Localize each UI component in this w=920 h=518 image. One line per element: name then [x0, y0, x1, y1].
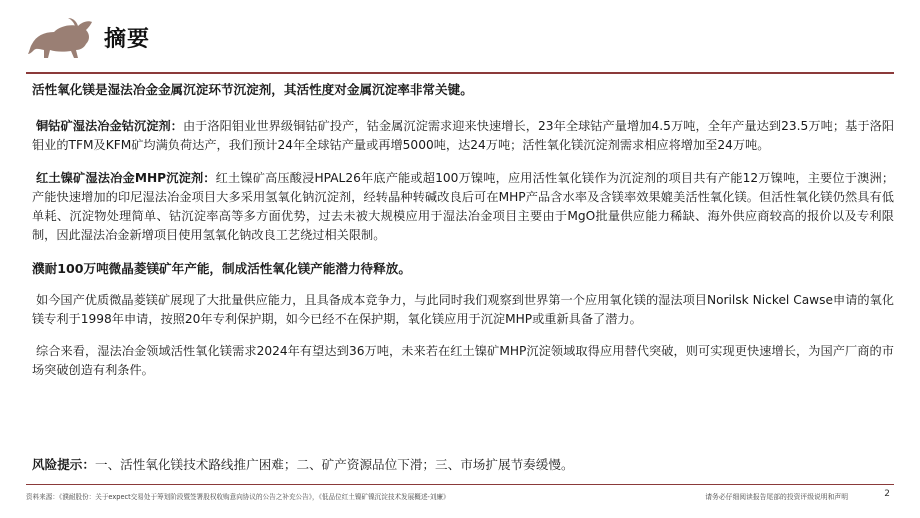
paragraph-laterite-mhp-lead: 红土镍矿湿法冶金MHP沉淀剂：: [36, 171, 216, 185]
page-header: [0, 0, 920, 72]
risk-warning: [32, 455, 574, 474]
summary-content: [32, 80, 894, 380]
paragraph-conclusion: 综合来看，湿法冶金领域活性氧化镁需求2024年有望达到36万吨，未来若在红土镍矿MHP沉淀领域取得应用替代突破，则可实现更快速增长，为国产厂商的市场突破创造有利条件。: [32, 344, 894, 377]
page-number: 2: [884, 489, 890, 499]
paragraph-cobalt-body: 由于洛阳钼业世界级铜钴矿投产，钴金属沉淀需求迎来快速增长，23年全球钴产量增加4.5万吨，全年产量达到23.5万吨；基于洛阳钼业的TFM及KFM矿均满负荷达产，我们预计24年全球钴产量或再增5000吨，达24万吨；活性氧化镁沉淀剂需求相应将增加至24万吨。: [32, 119, 895, 152]
paragraph-laterite-mhp-body: 红土镍矿高压酸浸HPAL26年底产能或超100万镍吨，应用活性氧化镁作为沉淀剂的项目共有产能12万镍吨，主要位于澳洲；产能快速增加的印尼湿法冶金项目大多采用氢氧化钠沉淀剂，经转晶种转碱改良后可在MHP产品含水率及含镁率效果媲美活性氧化镁。但活性氧化镁仍然具有低单耗、沉淀物处理简单、钴沉淀率高等多方面优势，过去未被大规模应用于湿法冶金项目主要由于MgO批量供应能力稀缺、海外供应商较高的报价以及专利限制，因此湿法冶金新增项目使用氢氧化钠改良工艺绕过相关限制。: [32, 171, 895, 242]
risk-warning-lead: 风险提示：: [32, 457, 95, 472]
paragraph-laterite-mhp: [32, 169, 894, 245]
section-heading-punai-capacity: 濮耐100万吨微晶菱镁矿年产能，制成活性氧化镁产能潜力待释放。: [32, 261, 411, 276]
page-title: 摘要: [104, 27, 151, 52]
risk-warning-body: 一、活性氧化镁技术路线推广困难；二、矿产资源品位下滑；三、市场扩展节奏缓慢。: [94, 457, 574, 472]
bull-logo-icon: [26, 14, 98, 60]
footer-disclaimer: 请务必仔细阅读报告尾部的投资评级说明和声明: [705, 493, 848, 501]
footer-source: 资料来源：《濮耐股份：关于expect交易处于筹划阶段暨签署股权收购意向协议的公告之补充公告》，《低品位红土镍矿镍沉淀技术发展概述-刘廉》: [26, 493, 450, 501]
header-divider: [26, 72, 894, 74]
paragraph-domestic-supply: 如今国产优质微晶菱镁矿展现了大批量供应能力，且具备成本竞争力，与此同时我们观察到世界第一个应用氧化镁的湿法项目Norilsk Nickel Cawse申请的氧化镁专利于1998年申请，按照20年专利保护期，如今已经不在保护期，氧化镁应用于沉淀MHP或重新具备了潜力。: [32, 293, 894, 326]
section-heading-magnesia-role: 活性氧化镁是湿法冶金金属沉淀环节沉淀剂，其活性度对金属沉淀率非常关键。: [32, 82, 473, 97]
paragraph-cobalt: [32, 117, 894, 155]
footer-divider: [26, 484, 894, 485]
paragraph-cobalt-lead: 铜钴矿湿法冶金钴沉淀剂：: [36, 119, 183, 133]
